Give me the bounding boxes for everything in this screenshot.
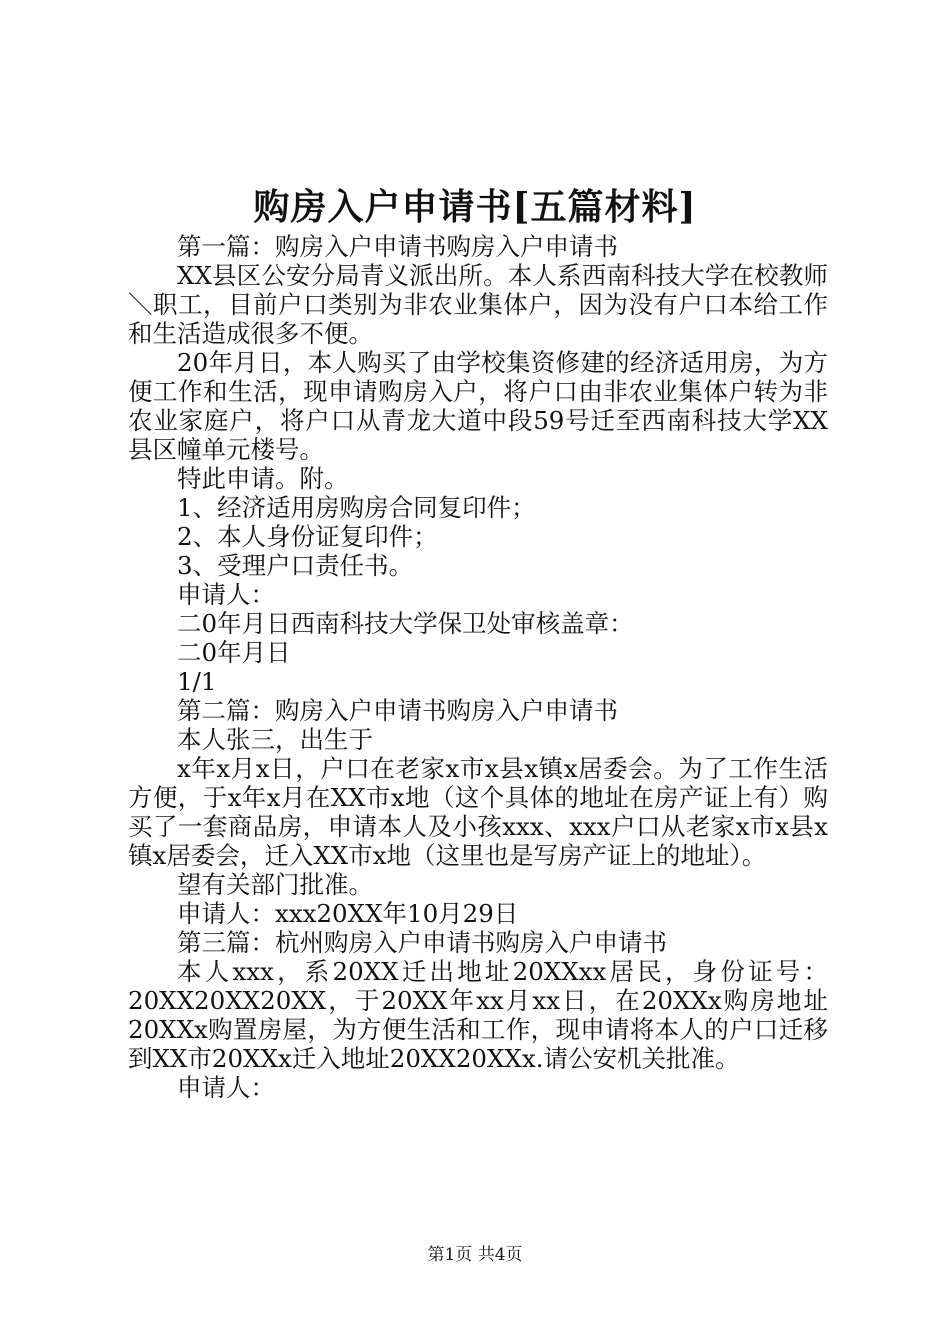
paragraph: 2、本人身份证复印件； <box>177 522 438 551</box>
paragraph: 1、经济适用房购房合同复印件； <box>177 493 536 522</box>
paragraph: 3、受理户口责任书。 <box>177 551 414 580</box>
paragraph: x年x月x日，户口在老家x市x县x镇x居委会。为了工作生活方便，于x年x月在XX市x地（这个具体的地址在房产证上有）购买了一套商品房，申请本人及小孩xxx、xxx户口从老家x市x县x镇x居委会，迁入XX市x地（这里也是写房产证上的地址）。 <box>128 754 828 870</box>
paragraph: 申请人：xxx20XX年10月29日 <box>177 899 519 928</box>
paragraph: 1/1 <box>177 667 217 696</box>
paragraph: 二0年月日 <box>177 638 291 667</box>
paragraph: 本人xxx，系20XX迁出地址20XXxx居民，身份证号：20XX20XX20XX，于20XX年xx月xx日，在20XXx购房地址20XXx购置房屋，为方便生活和工作，现申请将本人的户口迁移到XX市20XXx迁入地址20XX20XXx.请公安机关批准。 <box>128 957 828 1073</box>
paragraph: 望有关部门批准。 <box>177 870 373 899</box>
document-body <box>128 232 828 1102</box>
paragraph: 20年月日，本人购买了由学校集资修建的经济适用房，为方便工作和生活，现申请购房入户，将户口由非农业集体户转为非农业家庭户，将户口从青龙大道中段59号迁至西南科技大学XX县区幢单元楼号。 <box>128 348 828 464</box>
paragraph: 申请人： <box>177 580 275 609</box>
paragraph: 特此申请。附。 <box>177 464 349 493</box>
paragraph: 本人张三，出生于 <box>177 725 373 754</box>
paragraph: 申请人： <box>177 1073 275 1102</box>
paragraph: XX县区公安分局青义派出所。本人系西南科技大学在校教师＼职工，目前户口类别为非农业集体户，因为没有户口本给工作和生活造成很多不便。 <box>128 261 828 348</box>
page-footer: 第1页 共4页 <box>427 1245 523 1265</box>
paragraph: 二0年月日西南科技大学保卫处审核盖章： <box>177 609 634 638</box>
paragraph: 第二篇：购房入户申请书购房入户申请书 <box>177 696 618 725</box>
paragraph: 第一篇：购房入户申请书购房入户申请书 <box>177 232 618 261</box>
document-title: 购房入户申请书[五篇材料] <box>253 186 697 228</box>
paragraph: 第三篇：杭州购房入户申请书购房入户申请书 <box>177 928 667 957</box>
